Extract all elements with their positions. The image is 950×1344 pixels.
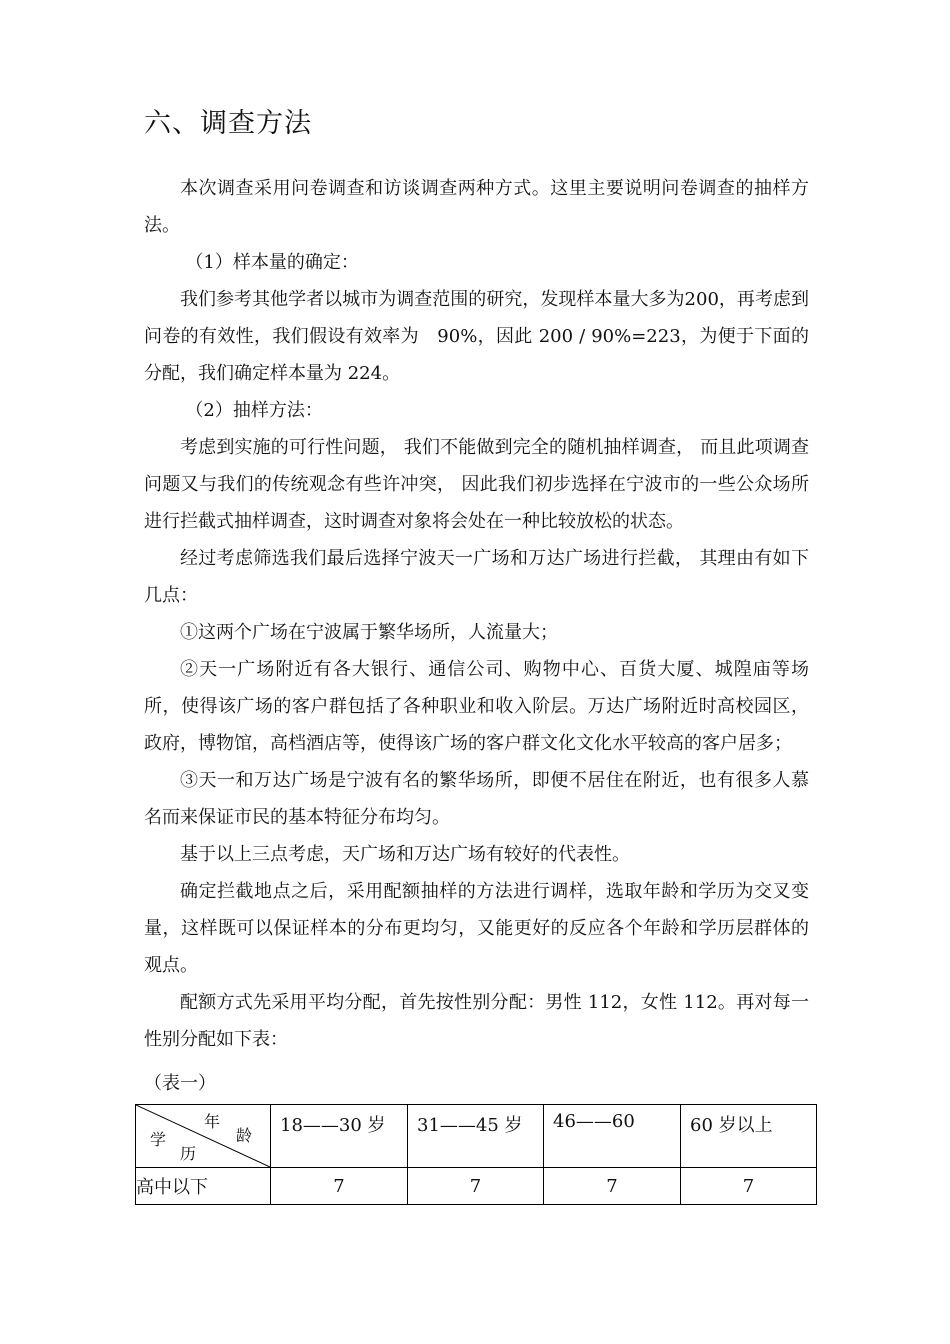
list-item-reason-3: ③天一和万达广场是宁波有名的繁华场所，即便不居住在附近，也有很多人慕名而来保证市民的基本特征分布均匀。 bbox=[144, 770, 809, 828]
paragraph-quota-variables: 确定拦截地点之后，采用配额抽样的方法进行调样，选取年龄和学历为交叉变量，这样既可以保证样本的分布更均匀，又能更好的反应各个年龄和学历层群体的观点。 bbox=[144, 881, 809, 976]
paragraph-representativeness: 基于以上三点考虑，天广场和万达广场有较好的代表性。 bbox=[180, 844, 630, 865]
list-item-reason-2: ②天一广场附近有各大银行、通信公司、购物中心、百货大厦、城隍庙等场所，使得该广场的客户群包括了各种职业和收入阶层。万达广场附近时高校园区，政府，博物馆，高档酒店等，使得该广场的客户群文化文化水平较高的客户居多； bbox=[144, 659, 809, 754]
table-header-row bbox=[136, 1105, 817, 1168]
table-cell: 7 bbox=[271, 1168, 408, 1205]
subheading-sample-size: （1）样本量的确定： bbox=[185, 252, 359, 273]
paragraph-quota-allocation: 配额方式先采用平均分配，首先按性别分配：男性 112，女性 112。再对每一性别分配如下表： bbox=[144, 992, 809, 1050]
paragraph-sample-size: 我们参考其他学者以城市为调查范围的研究，发现样本量大多为200，再考虑到问卷的有效性，我们假设有效率为 90%，因此 200 / 90%=223，为便于下面的分配，我们确定样本量为 224。 bbox=[144, 289, 809, 384]
table-cell: 7 bbox=[681, 1168, 817, 1205]
quota-table bbox=[135, 1104, 817, 1205]
paragraph-intro: 本次调查采用问卷调查和访谈调查两种方式。这里主要说明问卷调查的抽样方法。 bbox=[144, 178, 809, 236]
paragraph-feasibility: 考虑到实施的可行性问题， 我们不能做到完全的随机抽样调查， 而且此项调查问题又与我们的传统观念有些许冲突， 因此我们初步选择在宁波市的一些公众场所进行拦截式抽样调查，这时调查对象将会处在一种比较放松的状态。 bbox=[144, 437, 809, 532]
subheading-sampling-method: （2）抽样方法： bbox=[185, 400, 323, 421]
table-caption: （表一） bbox=[144, 1073, 216, 1094]
corner-label-right: 龄 bbox=[236, 1126, 253, 1145]
table-cell: 7 bbox=[408, 1168, 544, 1205]
column-header: 46——60 bbox=[544, 1105, 681, 1168]
paragraph-site-choice: 经过考虑筛选我们最后选择宁波天一广场和万达广场进行拦截， 其理由有如下几点： bbox=[144, 548, 809, 606]
column-header: 31——45 岁 bbox=[408, 1105, 544, 1168]
list-item-reason-1: ①这两个广场在宁波属于繁华场所，人流量大； bbox=[180, 622, 558, 643]
column-header: 18——30 岁 bbox=[271, 1105, 408, 1168]
corner-label-top: 年 bbox=[204, 1112, 221, 1131]
table-cell: 7 bbox=[544, 1168, 681, 1205]
corner-label-bottom: 历 bbox=[180, 1144, 197, 1163]
column-header: 60 岁以上 bbox=[681, 1105, 817, 1168]
section-title: 六、调查方法 bbox=[144, 108, 312, 139]
table-corner-cell bbox=[136, 1105, 271, 1168]
body-text bbox=[144, 170, 809, 1058]
row-header: 高中以下 bbox=[136, 1168, 271, 1205]
table-row bbox=[136, 1168, 817, 1205]
corner-label-left: 学 bbox=[150, 1130, 167, 1149]
